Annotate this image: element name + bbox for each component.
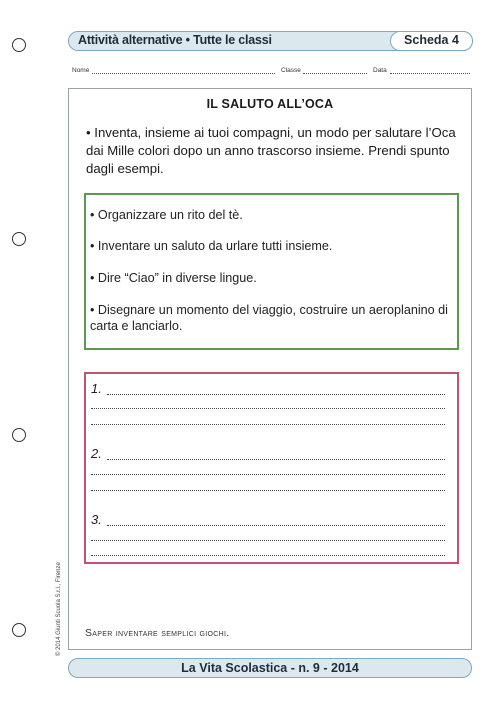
binder-hole-bottom <box>12 623 26 637</box>
sheet-number: Scheda 4 <box>404 33 459 47</box>
answer-number: 2. <box>91 446 102 461</box>
binder-hole-top <box>12 38 26 52</box>
header-title: Attività alternative • Tutte le classi <box>78 33 272 47</box>
answer-line[interactable] <box>91 408 445 409</box>
answer-line[interactable] <box>107 459 445 460</box>
date-label: Data <box>373 67 387 74</box>
example-item: • Inventare un saluto da urlare tutti insieme. <box>90 239 333 253</box>
answer-line[interactable] <box>107 525 445 526</box>
answer-line[interactable] <box>91 540 445 541</box>
example-item: • Disegnare un momento del viaggio, costruire un aeroplanino di carta e lanciarlo. <box>90 303 448 333</box>
learning-objective: Saper inventare semplici giochi. <box>85 627 230 639</box>
class-label: Classe <box>281 67 301 74</box>
name-label: Nome <box>72 67 90 74</box>
binder-hole-upper-middle <box>12 232 26 246</box>
activity-instructions: • Inventa, insieme ai tuoi compagni, un modo per salutare l’Oca dai Mille colori dopo un anno trascorso insieme. Prendi spunto dagli esempi. <box>86 125 456 176</box>
binder-hole-lower-middle <box>12 428 26 442</box>
answer-line[interactable] <box>107 394 445 395</box>
example-item: • Organizzare un rito del tè. <box>90 208 243 222</box>
example-item: • Dire “Ciao” in diverse lingue. <box>90 271 257 285</box>
copyright-notice: © 2014 Giunti Scuola S.r.l., Firenze <box>56 562 62 656</box>
name-field[interactable] <box>92 73 275 74</box>
answer-number: 3. <box>91 512 102 527</box>
activity-title: IL SALUTO ALL’OCA <box>206 97 334 111</box>
answer-number: 1. <box>91 381 102 396</box>
footer-text: La Vita Scolastica - n. 9 - 2014 <box>181 661 359 675</box>
answer-line[interactable] <box>91 474 445 475</box>
answers-box <box>84 372 459 564</box>
class-field[interactable] <box>303 73 367 74</box>
answer-line[interactable] <box>91 424 445 425</box>
date-field[interactable] <box>390 73 470 74</box>
answer-line[interactable] <box>91 490 445 491</box>
answer-line[interactable] <box>91 555 445 556</box>
